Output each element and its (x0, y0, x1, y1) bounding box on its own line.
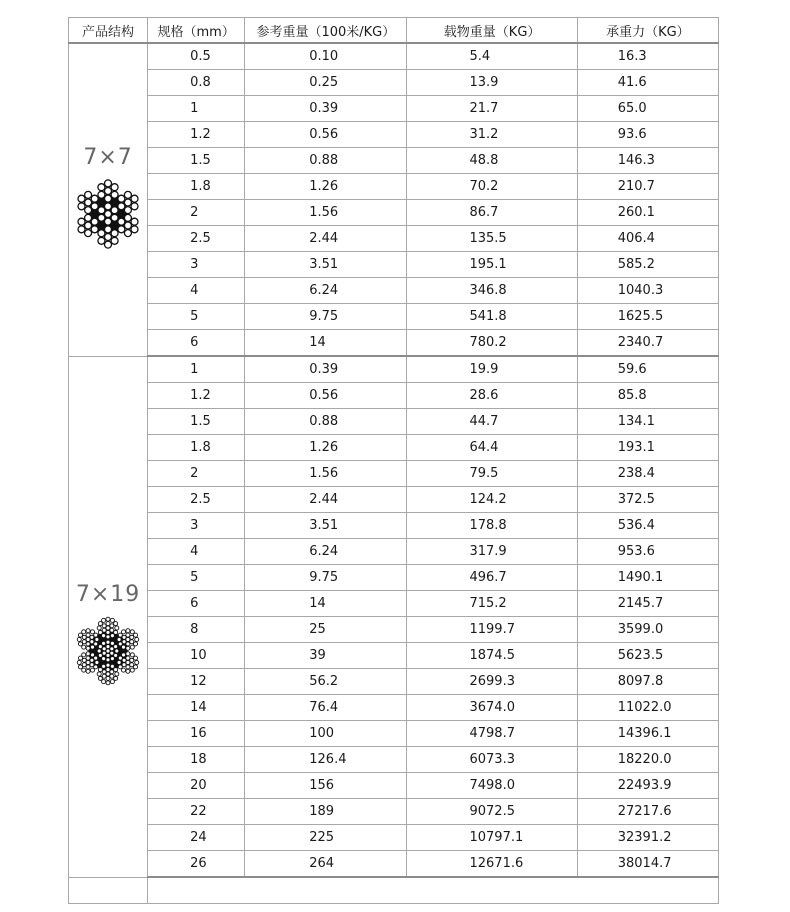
spec-cell: 1 (148, 96, 245, 122)
ref-weight-cell: 225 (245, 825, 407, 851)
ref-weight-cell: 14 (245, 591, 407, 617)
ref-weight-cell: 1.56 (245, 461, 407, 487)
ref-weight-cell: 0.25 (245, 70, 407, 96)
table-row (69, 200, 719, 226)
ref-weight-cell: 0.88 (245, 409, 407, 435)
table-row (69, 695, 719, 721)
ref-weight-cell: 156 (245, 773, 407, 799)
bearing-capacity-cell: 238.4 (577, 461, 718, 487)
spec-cell: 8 (148, 617, 245, 643)
wire-rope-spec-table (68, 17, 719, 904)
load-weight-cell: 715.2 (407, 591, 577, 617)
bearing-capacity-cell: 27217.6 (577, 799, 718, 825)
ref-weight-cell: 126.4 (245, 747, 407, 773)
table-row (69, 721, 719, 747)
table-row (69, 122, 719, 148)
table-row (69, 383, 719, 409)
bearing-capacity-cell: 38014.7 (577, 851, 718, 878)
spec-cell: 22 (148, 799, 245, 825)
ref-weight-cell: 0.39 (245, 356, 407, 383)
bearing-capacity-cell: 1040.3 (577, 278, 718, 304)
bearing-capacity-cell: 146.3 (577, 148, 718, 174)
ref-weight-cell: 2.44 (245, 487, 407, 513)
load-weight-cell: 79.5 (407, 461, 577, 487)
ref-weight-cell: 0.56 (245, 122, 407, 148)
spec-cell: 1.2 (148, 122, 245, 148)
table-row (69, 513, 719, 539)
bearing-capacity-cell: 11022.0 (577, 695, 718, 721)
header-structure: 产品结构 (69, 18, 148, 44)
ref-weight-cell: 39 (245, 643, 407, 669)
header-row (69, 18, 719, 44)
ref-weight-cell: 0.39 (245, 96, 407, 122)
structure-cell (69, 356, 148, 877)
load-weight-cell: 21.7 (407, 96, 577, 122)
table-row (69, 43, 719, 70)
load-weight-cell: 2699.3 (407, 669, 577, 695)
table-row (69, 252, 719, 278)
ref-weight-cell: 100 (245, 721, 407, 747)
spec-cell: 0.8 (148, 70, 245, 96)
wire-rope-7x7-cross-section-icon (70, 178, 146, 250)
load-weight-cell: 496.7 (407, 565, 577, 591)
load-weight-cell: 346.8 (407, 278, 577, 304)
bearing-capacity-cell: 193.1 (577, 435, 718, 461)
table-row (69, 70, 719, 96)
table-row (69, 669, 719, 695)
structure-label: 7×7 (83, 145, 133, 171)
spec-cell: 5 (148, 565, 245, 591)
spec-cell: 12 (148, 669, 245, 695)
bearing-capacity-cell: 8097.8 (577, 669, 718, 695)
bearing-capacity-cell: 260.1 (577, 200, 718, 226)
bearing-capacity-cell: 2145.7 (577, 591, 718, 617)
table-row (69, 851, 719, 878)
bearing-capacity-cell: 59.6 (577, 356, 718, 383)
load-weight-cell: 5.4 (407, 43, 577, 70)
spec-cell: 3 (148, 252, 245, 278)
bearing-capacity-cell: 93.6 (577, 122, 718, 148)
bearing-capacity-cell: 953.6 (577, 539, 718, 565)
bearing-capacity-cell: 41.6 (577, 70, 718, 96)
load-weight-cell: 64.4 (407, 435, 577, 461)
load-weight-cell: 10797.1 (407, 825, 577, 851)
bearing-capacity-cell: 18220.0 (577, 747, 718, 773)
ref-weight-cell: 1.56 (245, 200, 407, 226)
structure-label: 7×19 (75, 582, 141, 607)
ref-weight-cell: 3.51 (245, 252, 407, 278)
table-row (69, 330, 719, 357)
ref-weight-cell: 1.26 (245, 174, 407, 200)
table-row (69, 174, 719, 200)
spec-cell: 1 (148, 356, 245, 383)
bearing-capacity-cell: 585.2 (577, 252, 718, 278)
blank-row (69, 877, 719, 904)
load-weight-cell: 7498.0 (407, 773, 577, 799)
table-row (69, 539, 719, 565)
table-row (69, 773, 719, 799)
table-row (69, 356, 719, 383)
ref-weight-cell: 76.4 (245, 695, 407, 721)
table-row (69, 278, 719, 304)
load-weight-cell: 12671.6 (407, 851, 577, 878)
spec-cell: 2.5 (148, 487, 245, 513)
load-weight-cell: 317.9 (407, 539, 577, 565)
load-weight-cell: 6073.3 (407, 747, 577, 773)
ref-weight-cell: 56.2 (245, 669, 407, 695)
bearing-capacity-cell: 2340.7 (577, 330, 718, 357)
bearing-capacity-cell: 372.5 (577, 487, 718, 513)
table-row (69, 617, 719, 643)
spec-cell: 1.8 (148, 435, 245, 461)
ref-weight-cell: 189 (245, 799, 407, 825)
ref-weight-cell: 0.56 (245, 383, 407, 409)
ref-weight-cell: 3.51 (245, 513, 407, 539)
table-row (69, 591, 719, 617)
ref-weight-cell: 9.75 (245, 304, 407, 330)
wire-rope-7x19-cross-section-icon (70, 615, 146, 687)
load-weight-cell: 19.9 (407, 356, 577, 383)
load-weight-cell: 3674.0 (407, 695, 577, 721)
spec-cell: 2.5 (148, 226, 245, 252)
ref-weight-cell: 25 (245, 617, 407, 643)
load-weight-cell: 31.2 (407, 122, 577, 148)
load-weight-cell: 9072.5 (407, 799, 577, 825)
table-row (69, 304, 719, 330)
bearing-capacity-cell: 1625.5 (577, 304, 718, 330)
bearing-capacity-cell: 406.4 (577, 226, 718, 252)
spec-cell: 16 (148, 721, 245, 747)
header-spec: 规格（mm） (148, 18, 245, 44)
spec-cell: 24 (148, 825, 245, 851)
spec-cell: 3 (148, 513, 245, 539)
table-row (69, 747, 719, 773)
load-weight-cell: 44.7 (407, 409, 577, 435)
ref-weight-cell: 14 (245, 330, 407, 357)
bearing-capacity-cell: 1490.1 (577, 565, 718, 591)
blank-cell (69, 877, 148, 904)
spec-cell: 2 (148, 200, 245, 226)
load-weight-cell: 124.2 (407, 487, 577, 513)
blank-cell (148, 877, 719, 904)
spec-cell: 6 (148, 591, 245, 617)
load-weight-cell: 195.1 (407, 252, 577, 278)
bearing-capacity-cell: 65.0 (577, 96, 718, 122)
load-weight-cell: 178.8 (407, 513, 577, 539)
table-row (69, 435, 719, 461)
spec-cell: 2 (148, 461, 245, 487)
spec-cell: 4 (148, 278, 245, 304)
spec-cell: 1.5 (148, 148, 245, 174)
load-weight-cell: 86.7 (407, 200, 577, 226)
table-row (69, 409, 719, 435)
spec-cell: 1.8 (148, 174, 245, 200)
ref-weight-cell: 6.24 (245, 539, 407, 565)
load-weight-cell: 780.2 (407, 330, 577, 357)
spec-cell: 26 (148, 851, 245, 878)
ref-weight-cell: 2.44 (245, 226, 407, 252)
table-row (69, 825, 719, 851)
spec-cell: 1.2 (148, 383, 245, 409)
ref-weight-cell: 1.26 (245, 435, 407, 461)
spec-cell: 18 (148, 747, 245, 773)
table-row (69, 148, 719, 174)
bearing-capacity-cell: 22493.9 (577, 773, 718, 799)
table-row (69, 565, 719, 591)
spec-cell: 0.5 (148, 43, 245, 70)
load-weight-cell: 541.8 (407, 304, 577, 330)
load-weight-cell: 48.8 (407, 148, 577, 174)
spec-cell: 14 (148, 695, 245, 721)
spec-cell: 6 (148, 330, 245, 357)
bearing-capacity-cell: 32391.2 (577, 825, 718, 851)
bearing-capacity-cell: 5623.5 (577, 643, 718, 669)
bearing-capacity-cell: 3599.0 (577, 617, 718, 643)
table-row (69, 643, 719, 669)
header-ref-weight: 参考重量（100米/KG） (245, 18, 407, 44)
load-weight-cell: 1874.5 (407, 643, 577, 669)
spec-cell: 1.5 (148, 409, 245, 435)
bearing-capacity-cell: 85.8 (577, 383, 718, 409)
load-weight-cell: 70.2 (407, 174, 577, 200)
table-row (69, 799, 719, 825)
header-load-weight: 载物重量（KG） (407, 18, 577, 44)
table-row (69, 96, 719, 122)
spec-cell: 10 (148, 643, 245, 669)
table-row (69, 487, 719, 513)
spec-cell: 4 (148, 539, 245, 565)
load-weight-cell: 28.6 (407, 383, 577, 409)
bearing-capacity-cell: 14396.1 (577, 721, 718, 747)
header-bearing-capacity: 承重力（KG） (577, 18, 718, 44)
bearing-capacity-cell: 210.7 (577, 174, 718, 200)
spec-cell: 5 (148, 304, 245, 330)
bearing-capacity-cell: 536.4 (577, 513, 718, 539)
ref-weight-cell: 6.24 (245, 278, 407, 304)
table-row (69, 226, 719, 252)
load-weight-cell: 135.5 (407, 226, 577, 252)
bearing-capacity-cell: 16.3 (577, 43, 718, 70)
ref-weight-cell: 9.75 (245, 565, 407, 591)
structure-cell (69, 43, 148, 356)
table-row (69, 461, 719, 487)
load-weight-cell: 13.9 (407, 70, 577, 96)
bearing-capacity-cell: 134.1 (577, 409, 718, 435)
spec-cell: 20 (148, 773, 245, 799)
ref-weight-cell: 0.88 (245, 148, 407, 174)
ref-weight-cell: 0.10 (245, 43, 407, 70)
load-weight-cell: 4798.7 (407, 721, 577, 747)
ref-weight-cell: 264 (245, 851, 407, 878)
load-weight-cell: 1199.7 (407, 617, 577, 643)
